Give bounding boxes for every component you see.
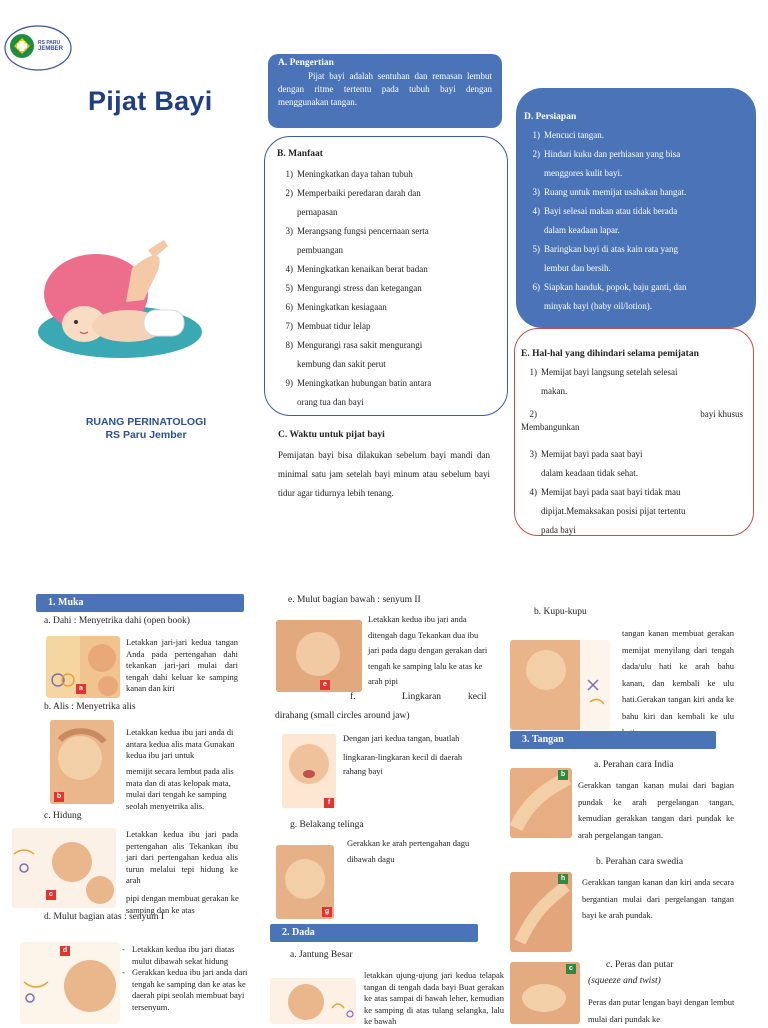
list-item-text: Meningkatkan kenaikan berat badan [297, 264, 428, 274]
tangan-c-photo [510, 962, 580, 1024]
list-item-number: 2) [285, 188, 293, 198]
list-item [277, 317, 497, 336]
muka-b-text2: memijit secara lembut pada alis mata dan di atas kelopak mata, mulai dari tengah ke samping seolah menyetrika alis. [126, 766, 234, 811]
list-item-number: 1) [285, 169, 293, 179]
list-item-number: 5) [285, 283, 293, 293]
list-item-text: Memperbaiki peredaran darah dan [297, 188, 421, 198]
list-item [521, 502, 743, 521]
list-item [524, 240, 746, 259]
list-item-number: 3) [532, 187, 540, 197]
muka-d-list: - Letakkan kedua ibu jari diatas mulut dibawah sekat hidung - Gerakkan kedua ibu jari anda dari tengah ke samping dan ke atas ke daerah pipi seolah membuat bayi tersenyum. [122, 944, 250, 1013]
list-item [524, 183, 746, 202]
list-item [524, 202, 746, 221]
list-item [277, 241, 497, 260]
list-item [524, 164, 746, 183]
section-a-heading: A. Pengertian [278, 58, 334, 68]
list-item [524, 221, 746, 240]
list-item [524, 126, 746, 145]
muka-d-title: d. Mulut bagian atas : senyum I [44, 912, 165, 922]
list-item [277, 260, 497, 279]
muka-b-text1: Letakkan kedua ibu jari anda di antara kedua alis mata Gunakan kedua ibu jari untuk [126, 727, 235, 760]
section-b-benefits [264, 136, 508, 416]
muka-c-title: c. Hidung [44, 811, 82, 821]
list-item-number [524, 297, 544, 316]
tangan-c-sub: (squeeze and twist) [588, 976, 661, 986]
muka-a-title: a. Dahi : Menyetrika dahi (open book) [44, 616, 190, 626]
list-item [524, 259, 746, 278]
list-item-number: 4) [532, 206, 540, 216]
list-item-text: minyak bayi (baby oil/lotion). [544, 301, 652, 311]
list-item-text: lembut dan bersih. [544, 263, 611, 273]
tangan-b-title: b. Perahan cara swedia [596, 857, 684, 867]
middle-f-word2: kecil [468, 692, 487, 702]
list-item-number [524, 164, 544, 183]
middle-e-photo [276, 620, 362, 692]
department-line1: RUANG PERINATOLOGI [85, 416, 207, 428]
list-item [524, 278, 746, 297]
list-item-text: pembuangan [297, 245, 343, 255]
tangan-a-text: Gerakkan tangan kanan mulai dari bagian pundak ke arah pergelangan tangan, kemudian gerakkan tangan dari pundak ke arah pergelangan tangan. [578, 780, 734, 840]
list-item-text: Memijat bayi langsung setelah selesai [541, 367, 678, 377]
tangan-a-title: a. Perahan cara India [594, 760, 674, 770]
badge-c: c [46, 890, 56, 900]
list-item [524, 145, 746, 164]
dada-a-text: letakkan ujung-ujung jari kedua telapak tangan di tengah dada bayi Buat gerakan ke atas sampai di bawah leher, kemudian ke samping di atas tulang selangka, lalu ke bawah [364, 970, 504, 1026]
list-item-number [524, 259, 544, 278]
list-item-text: makan. [541, 386, 568, 396]
list-item-number: 6) [285, 302, 293, 312]
section-e-heading: E. Hal-hal yang dihindari selama pemijatan [521, 349, 699, 359]
tangan-section-bar: 3. Tangan [510, 731, 716, 749]
list-item [277, 355, 497, 374]
page-title: Pijat Bayi [88, 86, 213, 116]
right-b-text: tangan kanan membuat gerakan memijat menyilang dari tengah dada/ulu hati ke arah bahu kanan, dan kembali ke ulu hati.Gerakan tangan kiri anda ke bahu kiri dan kembali ke ulu [622, 628, 734, 721]
list-item-text: orang tua dan bayi [297, 397, 364, 407]
list-item-number [277, 393, 297, 412]
list-item [277, 203, 497, 222]
list-item-text: Membuat tidur lelap [297, 321, 371, 331]
list-item-text: dalam keadaan lapar. [544, 225, 620, 235]
tangan-c-title: c. Peras dan putar [606, 960, 674, 970]
list-item-number [524, 221, 544, 240]
list-item-text: Meningkatkan kesiagaan [297, 302, 387, 312]
list-item [277, 393, 497, 412]
muka-d-photo [20, 942, 120, 1024]
list-item-number [277, 241, 297, 260]
list-item [277, 298, 497, 317]
muka-b-photo [50, 720, 114, 804]
tangan-b-text: Gerakkan tangan kanan dan kiri anda secara bergantian mulai dari pergelangan tangan bayi ke arah pundak. [582, 877, 734, 920]
list-item-text: Hindari kuku dan perhiasan yang bisa [544, 149, 681, 159]
list-item [521, 382, 743, 401]
middle-f-line2: dirahang (small circles around jaw) [275, 711, 410, 721]
dada-section-bar: 2. Dada [270, 924, 478, 942]
list-item-text: dipijat.Memaksakan posisi pijat tertentu [541, 506, 686, 516]
middle-g-text: Gerakkan ke arah pertengahan dagu dibawah dagu [347, 838, 470, 864]
list-item-text: Bayi selesai makan atau tidak berada [544, 206, 678, 216]
list-item-number: 5) [532, 244, 540, 254]
list-item [524, 297, 746, 316]
list-item-number [277, 203, 297, 222]
avoid-list [521, 363, 743, 540]
hospital-logo [4, 24, 72, 72]
middle-f-word: Lingkaran [402, 692, 442, 702]
section-e-avoid [514, 328, 754, 536]
badge-b: b [54, 792, 64, 802]
list-item-number: 4) [285, 264, 293, 274]
list-item-number: 2) [532, 149, 540, 159]
list-item-text: pernapasan [297, 207, 338, 217]
muka-b-title: b. Alis : Menyetrika alis [44, 702, 136, 712]
list-item-text: Mencuci tangan. [544, 130, 604, 140]
muka-a-photo [46, 636, 120, 698]
middle-e-title: e. Mulut bagian bawah : senyum II [288, 595, 421, 605]
logo-line2: JEMBER [38, 46, 64, 52]
list-item-text: bayi khusus [700, 409, 743, 419]
section-d-preparation [516, 88, 756, 328]
list-item [521, 521, 743, 540]
muka-d-item2: Gerakkan kedua ibu jari anda dari tengah ke samping dan ke atas ke daerah pipi seolah membuat bayi tersenyum. [132, 967, 248, 1012]
right-b-photo [510, 640, 610, 730]
preparation-list [524, 126, 746, 316]
middle-f-label: f. [350, 692, 356, 702]
middle-f-text1: Dengan jari kedua tangan, buatlah lingkaran-lingkaran kecil di daerah [343, 733, 463, 762]
dada-a-photo [270, 978, 356, 1024]
muka-c-text2: pipi dengan membuat gerakan ke samping dan ke atas [126, 893, 239, 915]
list-item-text: menggores kulit bayi. [544, 168, 623, 178]
list-item-text: Meningkatkan daya tahan tubuh [297, 169, 413, 179]
list-item [277, 279, 497, 298]
list-item-number: 3) [529, 449, 537, 459]
benefits-list [277, 165, 497, 412]
list-item-number: 6) [532, 282, 540, 292]
list-item [521, 363, 743, 382]
baby-massage-illustration [36, 240, 206, 360]
list-item-text: Ruang untuk memijat usahakan hangat. [544, 187, 687, 197]
list-item-text: dalam keadaan tidak sehat. [541, 468, 638, 478]
list-item-text: Meningkatkan hubungan batin antara [297, 378, 432, 388]
middle-f-photo [282, 734, 336, 808]
department-line2: RS Paru Jember [105, 429, 187, 441]
list-item [521, 445, 743, 464]
section-c-text: Pemijatan bayi bisa dilakukan sebelum bayi mandi dan minimal satu jam setelah bayi minum atau sebelum bayi tidur agar tidurnya lebih tenang. [278, 450, 490, 498]
list-item [277, 165, 497, 184]
list-item-text: Memijat bayi pada saat bayi tidak mau [541, 487, 681, 497]
muka-a-text: Letakkan jari-jari kedua tangan Anda pada pertengahan dahi tekankan jari-jari mulai dari tengah dahi keluar ke samping kanan dan kiri [126, 637, 238, 693]
tangan-c-text: Peras dan putar lengan bayi dengan lembut mulai dari pundak ke [588, 997, 735, 1024]
list-item [277, 374, 497, 393]
list-item-text: pada bayi [541, 525, 576, 535]
list-item-number: 7) [285, 321, 293, 331]
section-b-heading: B. Manfaat [277, 149, 323, 159]
badge-tangan-c: c [566, 964, 576, 974]
list-item-number: 3) [285, 226, 293, 236]
list-item [277, 184, 497, 203]
middle-g-photo [276, 845, 334, 919]
list-item-number: 1) [529, 367, 537, 377]
list-item-number [521, 382, 541, 401]
list-item-number: 2) [529, 409, 537, 419]
list-item-number: 4) [529, 487, 537, 497]
list-item-text: Mengurangi stress dan ketegangan [297, 283, 422, 293]
list-item [521, 464, 743, 483]
logo-line1: RS PARU [38, 40, 61, 46]
section-a-text: Pijat bayi adalah sentuhan dan remasan lembut dengan ritme tertentu pada tubuh bayi dengan menggunakan tangan. [278, 71, 492, 107]
section-a-definition [268, 54, 502, 128]
list-item-text: Baringkan bayi di atas kain rata yang [544, 244, 678, 254]
badge-tangan-b: b [558, 770, 568, 780]
muka-c-photo [12, 828, 116, 908]
muka-section-bar: 1. Muka [36, 594, 244, 612]
list-item-text: Merangsang fungsi pencernaan serta [297, 226, 429, 236]
list-item-number: 1) [532, 130, 540, 140]
muka-c-text1: Letakkan kedua ibu jari pada pertengahan alis Tekankan ibu jari dari pertengahan kedua alis turun melalui tepi hidung ke arah [126, 829, 238, 885]
list-item-number [277, 355, 297, 374]
middle-e-text: Letakkan kedua ibu jari anda ditengah dagu Tekankan dua ibu jari pada dagu dengan gerakan dari tengah ke samping lalu ke atas ke arah pipi [368, 614, 488, 686]
tangan-a-photo [510, 768, 572, 838]
middle-f-text2: rahang bayi [343, 766, 383, 776]
badge-f: f [324, 798, 334, 808]
badge-tangan-h: h [558, 874, 568, 884]
list-item-number [521, 502, 541, 521]
list-item-text: kembung dan sakit perut [297, 359, 386, 369]
list-item [277, 336, 497, 355]
list-item-text: Mengurangi rasa sakit mengurangi [297, 340, 423, 350]
list-item-number: 9) [285, 378, 293, 388]
section-d-heading: D. Persiapan [524, 112, 577, 122]
list-item-number: 8) [285, 340, 293, 350]
list-item [277, 222, 497, 241]
badge-d: d [60, 946, 70, 956]
right-b-title: b. Kupu-kupu [534, 607, 587, 617]
muka-d-item1: Letakkan kedua ibu jari diatas mulut dibawah sekat hidung [132, 944, 235, 966]
badge-g: g [322, 907, 332, 917]
list-item-text: Siapkan handuk, popok, baju ganti, dan [544, 282, 687, 292]
badge-a: a [76, 684, 86, 694]
middle-g-title: g. Belakang telinga [290, 820, 364, 830]
list-item-text: Membangunkan [521, 422, 580, 432]
list-item-number [521, 464, 541, 483]
list-item-number [521, 521, 541, 540]
list-item [521, 483, 743, 502]
department-label [56, 416, 236, 442]
dada-a-title: a. Jantung Besar [290, 950, 353, 960]
badge-e: e [320, 680, 330, 690]
tangan-b-photo [510, 872, 572, 952]
list-item-text: Memijat bayi pada saat bayi [541, 449, 643, 459]
section-c-heading: C. Waktu untuk pijat bayi [278, 430, 385, 440]
